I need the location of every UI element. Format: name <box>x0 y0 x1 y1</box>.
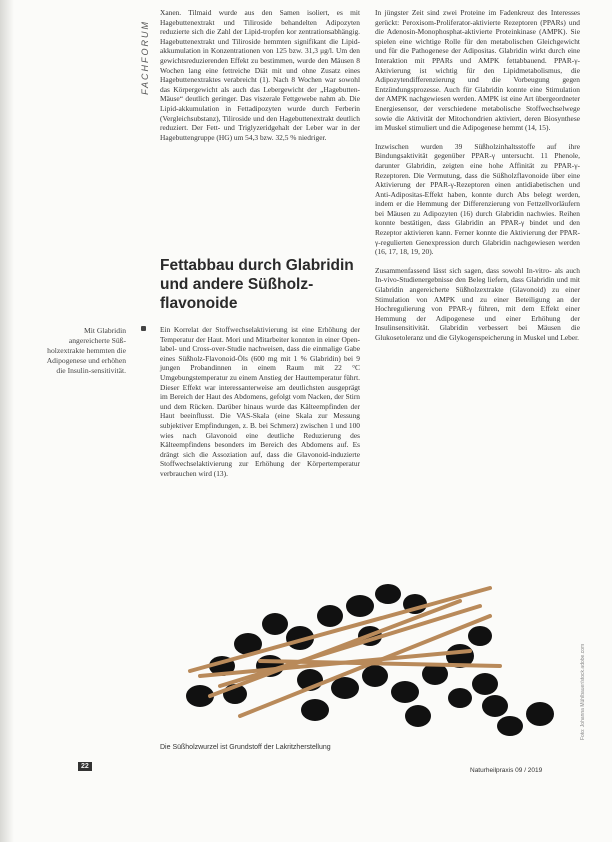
page-number: 22 <box>78 762 92 771</box>
column-1-bottom <box>160 325 360 488</box>
section-heading: Fettabbau durch Glabridin und andere Süßholz-flavonoide <box>160 257 354 312</box>
photo-caption: Die Süßholzwurzel ist Grundstoff der Lakritzherstellung <box>160 744 331 751</box>
bullet-marker <box>141 326 146 331</box>
column-2 <box>375 8 580 352</box>
column-1-top <box>160 8 360 151</box>
journal-footer: Naturheilpraxis 09 / 2019 <box>470 767 543 774</box>
licorice-photo <box>160 576 580 742</box>
margin-note: Mit Glabridin angereicherte Süß-holzextrakte hemmten die Adipogenese und erhöhen die Insulin-sensitivität. <box>46 326 126 375</box>
paragraph: Ein Korrelat der Stoffwechselaktivierung ist eine Erhöhung der Temperatur der Haut. Mori und Mitarbeiter konnten in einer Open-label- und Cross-over-Studie nachweisen, dass die einmalige Gabe eines Süßholz-Flavonoid-Öls (600 mg mit 1 % Glabridin) bei 9 jungen Probandinnen in einem Raum mit 22 °C Umgebungstemperatur zu einem Anstieg der Hauttemperatur führt. Dieser Effekt war interessanterweise am deutlichsten ausgeprägt im Bereich der Haut des Abdomens, gefolgt vom Nacken, der Stirn und dem Rücken. Darüber hinaus wurde das Kälteempfinden der Haut beeinflusst. Die VAS-Skala (eine Skala zur Messung subjektiver Empfindungen, z. B. bei Schmerz) zwischen 1 und 100 wies nach Glavonoid eine deutliche Reduzierung des Kälteempfindens besonders im Bereich des Abdomens auf. Es drängt sich die Assoziation auf, dass die Glavonoid-induzierte Stoffwechselaktivierung zur Erhöhung der Körpertemperatur verbrauchen wird (13). <box>160 325 360 478</box>
photo-credit: Foto: Johanna Mühlbauer/stock.adobe.com <box>580 643 586 740</box>
paragraph: Inzwischen wurden 39 Süßholzinhaltsstoffe auf ihre Bindungsaktivität gegenüber PPAR-γ untersucht. 11 Phenole, darunter Glabridin, zeigten eine hohe Affinität zu PPAR-γ-Rezeptoren. Die Vermutung, dass die Süßholzflavonoide über eine Aktivierung der PPAR-γ-Rezeptoren einen antidiabetischen und Anti-Adipositas-Effekt haben, konnte durch Abs belegt werden, indem er die Hemmung der Differenzierung von Fettzellvorläufern bei Mäusen zu Adipozyten (16) durch Glabridin nachwies. Reihen konnte bestätigen, dass Glabridin an PPAR-γ bindet und den Rezeptor aktivieren kann. Ferner konnte die Aktivierung der PPAR-γ-regulierten Genexpression durch Glabridin nachgewiesen werden (16, 17, 18, 19, 20). <box>375 141 580 257</box>
page-shadow <box>0 0 14 842</box>
paragraph: Zusammenfassend lässt sich sagen, dass sowohl In-vitro- als auch In-vivo-Studienergebnisse den Beleg liefern, dass Glabridin und mit Glabridin angereicherte Süßholzextrakte (Glavonoid) zu einer Stimulation von AMPK und zu einer Beteiligung an der Hochregulierung von PPAR-γ führen, mit dem Effekt einer Hemmung der Adipogenese und einer Erhöhung der Insulinsensitivität. Glabridin verbessert bei Mäusen die Glukosetoleranz und die Glykogenspeicherung in Muskel und Leber. <box>375 265 580 342</box>
paragraph: In jüngster Zeit sind zwei Proteine im Fadenkreuz des Interesses gerückt: Peroxisom-Proliferator-aktivierte Rezeptoren (PPARs) und die Adenosin-Monophosphat-aktivierte Proteinkinase (AMPK). Sie spielen eine wichtige Rolle für den metabolischen Gleichgewicht und für die Pathogenese der Adipositas. Glabridin wirkt durch eine Interaktion mit PPARs und AMPK fettabbauend. PPAR-γ-Aktivierung ist wichtig für den Lipidmetabolismus, die Adipozytendifferenzierung und die Vorbeugung gegen Entzündungsprozesse. Auch für Glabridin konnte eine Stimulation der AMPK nachgewiesen werden. AMPK ist eine Art übergeordneter Energiesensor, der verschiedene metabolische Stoffwechselwege sowie die Aktivität der Mitochondrien aktiviert, deren Biosynthese im Muskel stimuliert und die Adipogenese hemmt (14, 15). <box>375 8 580 133</box>
section-label: FACHFORUM <box>140 20 150 95</box>
paragraph: Xanen. Tilmaid wurde aus den Samen isoliert, es mit Hagebuttenextrakt und Tiliroside behandelten Adipozyten reduzierte sich die Zahl der Lipid-tropfen kor zentrationsabhängig. Hagebuttenextrakt und Tiliroside hemmten signifikant die Lipid-akkumulation in Konzentrationen von 125 bzw. 31,3 μg/l. Um den gewichtsreduzierenden Effekt zu bestimmen, wurde den Mäusen 8 Wochen lang eine fettreiche Diät mit und ohne Zusatz eines Hagebuttenextraktes verabreicht (1). Nach 8 Wochen war sowohl das Körpergewicht als auch das Lebergewicht der „Hagebutten-Mäuse“ deutlich geringer. Das viszerale Fettgewebe nahm ab. Die Lipid-akkumulation in Fettadipozyten wurde durch Ferberin (Vergleichsubstanz), Tiliroside und den Hagebuttenextrakt deutlich reduziert. Der Fett- und Triglyzeridgehalt der Leber war in der Hagebuttengruppe (HG) um 54,3 bzw. 32,5 % niedriger. <box>160 8 360 142</box>
